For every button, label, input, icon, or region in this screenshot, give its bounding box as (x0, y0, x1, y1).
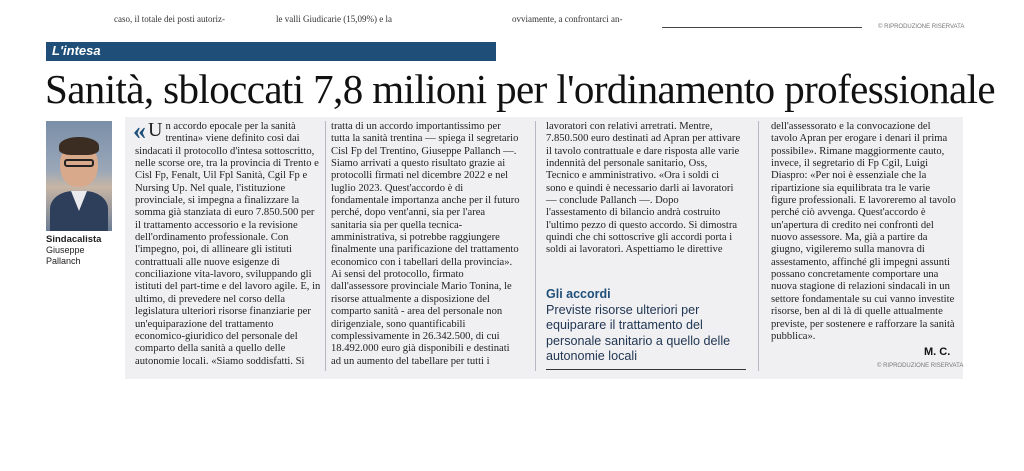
caption-role: Sindacalista (46, 234, 102, 245)
author-photo (46, 121, 112, 231)
column-divider (535, 121, 536, 371)
column-divider (325, 121, 326, 371)
article-column-2 (331, 121, 520, 368)
top-fragment-1: caso, il totale dei posti autoriz- (114, 14, 225, 24)
sidebox-title: Gli accordi (546, 287, 611, 301)
caption-last-name: Pallanch (46, 256, 81, 266)
article-column-1 (133, 116, 322, 368)
article-column-4 (771, 121, 957, 343)
sidebox-text: Previste risorse ulteriori per equiparare il trattamento del personale sanitario a quello delle autonomie locali (546, 303, 731, 364)
photo-caption (46, 234, 101, 267)
top-copyright: © RIPRODUZIONE RISERVATA (878, 24, 965, 30)
section-tag (46, 42, 496, 61)
article-copyright: © RIPRODUZIONE RISERVATA (877, 363, 964, 369)
column-3-text: lavoratori con relativi arretrati. Mentre, 7.850.500 euro destinati ad Apran per attivare il tavolo contrattuale e dare risposta alle varie indennità del personale sanitario, Oss, Tecnico e amministrativo. «Ora i soldi ci sono e quindi è necessario darli ai lavoratori — conclude Pallanch —. Dopo l'assestamento di bilancio andrà costruito l'ultimo pezzo di questo accordo. Si dimostra quindi che chi sottoscrive gli accordi porta i soldi ai lavoratori. Aspettiamo le direttive (546, 121, 741, 256)
opening-quote: « (133, 116, 146, 145)
column-2-text: tratta di un accordo importantissimo per tutta la sanità trentina — spiega il segretario Cisl Fp del Trentino, Giuseppe Pallanch —. Siamo arrivati a questo risultato grazie ai protocolli firmati nel dicembre 2022 e nel luglio 2023. Quest'accordo è di fondamentale importanza anche per il futuro perché, dopo vent'anni, sia per l'area sanitaria sia per quella tecnica-amministrativa, si potrebbe raggiungere finalmente una parificazione del trattamento economico con i tabellari della provincia». Ai sensi del protocollo, firmato dall'assessore provinciale Mario Tonina, le risorse attualmente a disposizione del comparto sanità - area del personale non dirigenziale, sono quantificabili complessivamente in 26.342.500, di cui 18.492.000 euro già disponibili e destinati ad un aumento del tabellare per tutti i (331, 121, 520, 367)
top-strip (0, 0, 1024, 36)
article-column-3 (546, 121, 741, 257)
top-fragment-3: ovviamente, a confrontarci an- (512, 14, 623, 24)
headline: Sanità, sbloccati 7,8 milioni per l'ordinamento professionale (45, 66, 996, 112)
column-4-text: dell'assessorato e la convocazione del tavolo Apran per erogare i denari il prima possibile». Rimane maggiormente cauto, invece, il segretario di Fp Cgil, Luigi Diaspro: «Per noi è essenziale che la ripartizione sia equilibrata tra le varie figure professionali. E lavoreremo al tavolo perché ciò avvenga. Quest'accordo è un'apertura di credito nei confronti del nuovo assessore. Ma, già a partire da giugno, vigileremo sulla manovra di assestamento, affinché gli impegni assunti possano concretamente comportare una nuova stagione di relazioni sindacali in un settore fondamentale su cui vanno investite risorse, ben al di là di quelle attualmente previste, per sostenere e rafforzare la sanità pubblica». (771, 121, 956, 342)
author-signature: M. C. (924, 346, 951, 358)
sidebox (546, 286, 746, 372)
drop-cap: U (148, 119, 163, 141)
top-fragment-2: le valli Giudicarie (15,09%) e la (276, 14, 392, 24)
caption-first-name: Giuseppe (46, 245, 85, 255)
sidebox-rule (546, 369, 746, 370)
column-divider (758, 121, 759, 371)
column-1-text: n accordo epocale per la sanità trentina» viene definito così dai sindacati il protocollo d'intesa sottoscritto, nelle scorse ore, tra la provincia di Trento e Cisl Fp, Fenalt, Uil Fpl Sanità, Cgil Fp e Nursing Up. Nel quale, l'istituzione provinciale, si impegna a finalizzare la somma già stanziata di euro 7.850.500 per il trattamento accessorio e la revisione dell'ordinamento professionale. Con l'impegno, poi, di allineare gli istituti contrattuali alle nuove esigenze di conciliazione vita-lavoro, sviluppando gli istituti del part-time e del lavoro agile. E, in ultimo, di prevedere nel corso della legislatura ulteriori risorse finanziarie per un'equiparazione del trattamento economico-giuridico del personale del comparto della sanità a quello delle autonomie locali. «Siamo soddisfatti. Si (135, 121, 321, 367)
top-rule (662, 27, 862, 28)
section-tag-label: L'intesa (52, 43, 101, 58)
